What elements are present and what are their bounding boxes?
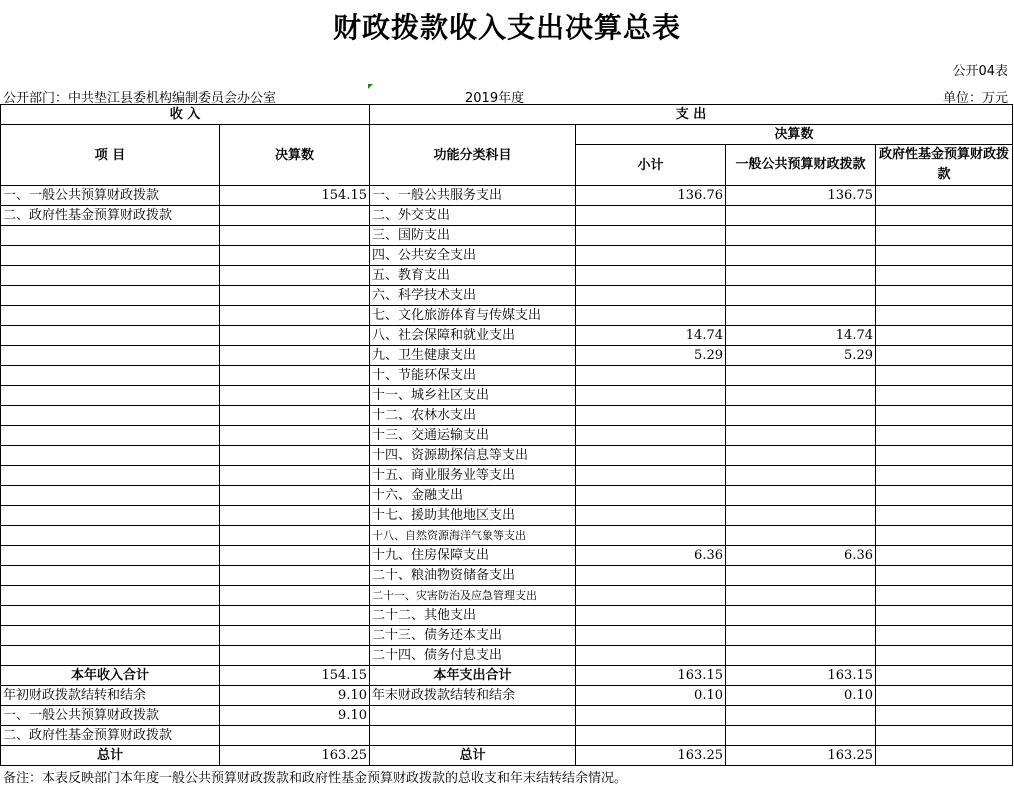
general-budget-cell [726,406,876,426]
expense-category-cell: 总计 [370,746,576,766]
expense-category-cell: 五、教育支出 [370,266,576,286]
table-row [1,466,1013,486]
fund-budget-cell [876,566,1013,586]
expense-category-cell: 二十、粮油物资储备支出 [370,566,576,586]
expense-category-cell: 四、公共安全支出 [370,246,576,266]
income-amount-cell: 9.10 [220,706,370,726]
subtotal-cell [576,506,726,526]
income-item-cell [1,326,220,346]
table-row [1,546,1013,566]
subtotal-cell [576,206,726,226]
expense-category-cell: 七、文化旅游体育与传媒支出 [370,306,576,326]
income-amount-cell [220,346,370,366]
subtotal-cell: 0.10 [576,686,726,706]
income-amount-cell [220,266,370,286]
unit-label: 单位：万元 [942,91,1008,106]
income-item-cell [1,266,220,286]
table-row [1,606,1013,626]
table-row [1,186,1013,206]
expense-category-cell: 十三、交通运输支出 [370,426,576,446]
general-budget-cell: 14.74 [726,326,876,346]
expense-category-cell: 年末财政拨款结转和结余 [370,686,576,706]
general-budget-cell: 136.75 [726,186,876,206]
general-budget-cell [726,446,876,466]
expense-category-cell: 二十一、灾害防治及应急管理支出 [370,586,576,606]
income-amount-cell [220,466,370,486]
subtotal-cell [576,386,726,406]
table-row [1,586,1013,606]
income-item-cell: 本年收入合计 [1,666,220,686]
income-amount-cell [220,526,370,546]
table-row [1,386,1013,406]
department-label: 公开部门：中共垫江县委机构编制委员会办公室 [3,91,277,106]
table-row [1,346,1013,366]
subtotal-cell [576,646,726,666]
footnote: 备注：本表反映部门本年度一般公共预算财政拨款和政府性基金预算财政拨款的总收支和年末结转结余情况。 [3,771,628,786]
expense-category-cell: 三、国防支出 [370,226,576,246]
expense-category-cell: 十、节能环保支出 [370,366,576,386]
income-amount-cell [220,446,370,466]
subtotal-cell: 5.29 [576,346,726,366]
fund-budget-cell [876,346,1013,366]
fund-budget-cell [876,286,1013,306]
fiscal-year: 2019年度 [465,91,525,106]
general-budget-cell [726,286,876,306]
income-item-cell: 一、一般公共预算财政拨款 [1,186,220,206]
general-budget-cell [726,366,876,386]
income-item-cell [1,346,220,366]
final-amount-group-header: 决算数 [576,125,1013,145]
subtotal-cell [576,486,726,506]
income-amount-cell: 154.15 [220,666,370,686]
expense-category-cell [370,726,576,746]
table-row [1,626,1013,646]
fund-budget-cell [876,246,1013,266]
subtotal-cell: 163.25 [576,746,726,766]
general-budget-header: 一般公共预算财政拨款 [726,145,876,186]
general-budget-cell [726,626,876,646]
subtotal-cell [576,626,726,646]
expense-category-cell: 十四、资源勘探信息等支出 [370,446,576,466]
income-item-cell [1,366,220,386]
table-row [1,746,1013,766]
table-row [1,326,1013,346]
fund-budget-cell [876,746,1013,766]
general-budget-cell [726,726,876,746]
subtotal-cell [576,286,726,306]
fund-budget-header: 政府性基金预算财政拨款 [876,145,1013,186]
fund-budget-cell [876,586,1013,606]
income-item-cell [1,286,220,306]
fund-budget-cell [876,606,1013,626]
subtotal-cell [576,246,726,266]
report-title: 财政拨款收入支出决算总表 [332,11,681,44]
expense-category-cell: 十五、商业服务业等支出 [370,466,576,486]
table-row [1,266,1013,286]
fund-budget-cell [876,386,1013,406]
fund-budget-cell [876,186,1013,206]
general-budget-cell [726,706,876,726]
fund-budget-cell [876,706,1013,726]
table-row [1,206,1013,226]
expense-category-cell: 二十二、其他支出 [370,606,576,626]
income-item-cell [1,486,220,506]
income-amount-cell [220,286,370,306]
table-row [1,246,1013,266]
income-item-cell [1,306,220,326]
subtotal-cell [576,406,726,426]
income-amount-cell: 9.10 [220,686,370,706]
subtotal-cell [576,366,726,386]
income-amount-cell [220,546,370,566]
income-amount-cell [220,606,370,626]
income-item-cell [1,606,220,626]
fund-budget-cell [876,726,1013,746]
table-row [1,286,1013,306]
table-row [1,726,1013,746]
general-budget-cell: 163.15 [726,666,876,686]
expense-category-cell: 二、外交支出 [370,206,576,226]
income-item-cell [1,426,220,446]
subtotal-cell: 136.76 [576,186,726,206]
fund-budget-cell [876,206,1013,226]
income-item-cell: 二、政府性基金预算财政拨款 [1,726,220,746]
income-item-cell: 一、一般公共预算财政拨款 [1,706,220,726]
general-budget-cell [726,426,876,446]
amount-header: 决算数 [220,125,370,186]
subtotal-cell [576,586,726,606]
table-row [1,406,1013,426]
expense-category-cell: 二十四、债务付息支出 [370,646,576,666]
expense-category-cell: 十九、住房保障支出 [370,546,576,566]
general-budget-cell [726,306,876,326]
income-amount-cell [220,486,370,506]
expense-category-cell: 本年支出合计 [370,666,576,686]
expense-category-cell: 十一、城乡社区支出 [370,386,576,406]
general-budget-cell [726,506,876,526]
expense-category-cell: 二十三、债务还本支出 [370,626,576,646]
income-amount-cell [220,386,370,406]
fund-budget-cell [876,406,1013,426]
income-amount-cell [220,206,370,226]
table-row [1,666,1013,686]
subtotal-cell [576,706,726,726]
subtotal-cell: 6.36 [576,546,726,566]
table-row [1,526,1013,546]
general-budget-cell [726,466,876,486]
table-row [1,366,1013,386]
table-row [1,686,1013,706]
general-budget-cell: 6.36 [726,546,876,566]
income-amount-cell [220,626,370,646]
fund-budget-cell [876,426,1013,446]
general-budget-cell [726,246,876,266]
expense-category-cell: 一、一般公共服务支出 [370,186,576,206]
func-category-header: 功能分类科目 [370,125,576,186]
income-amount-cell [220,726,370,746]
income-item-cell [1,506,220,526]
income-amount-cell: 154.15 [220,186,370,206]
income-item-cell [1,246,220,266]
table-row [1,646,1013,666]
income-item-cell: 二、政府性基金预算财政拨款 [1,206,220,226]
table-row [1,706,1013,726]
income-item-cell [1,566,220,586]
general-budget-cell [726,386,876,406]
item-header: 项 目 [1,125,220,186]
fund-budget-cell [876,486,1013,506]
fund-budget-cell [876,366,1013,386]
subtotal-cell [576,526,726,546]
expense-category-cell: 八、社会保障和就业支出 [370,326,576,346]
general-budget-cell [726,266,876,286]
income-item-cell [1,626,220,646]
table-row [1,566,1013,586]
subtotal-header: 小计 [576,145,726,186]
general-budget-cell [726,646,876,666]
income-item-cell [1,446,220,466]
income-amount-cell [220,586,370,606]
general-budget-cell [726,486,876,506]
fund-budget-cell [876,446,1013,466]
subtotal-cell [576,306,726,326]
expense-header: 支 出 [370,105,1013,125]
income-item-cell [1,546,220,566]
income-amount-cell [220,226,370,246]
income-amount-cell [220,426,370,446]
general-budget-cell [726,566,876,586]
income-item-cell [1,586,220,606]
general-budget-cell [726,206,876,226]
fund-budget-cell [876,326,1013,346]
income-amount-cell [220,326,370,346]
income-amount-cell [220,566,370,586]
general-budget-cell [726,526,876,546]
fund-budget-cell [876,306,1013,326]
budget-table [0,104,1013,766]
subtotal-cell [576,566,726,586]
subtotal-cell [576,446,726,466]
income-amount-cell [220,406,370,426]
subtotal-cell: 163.15 [576,666,726,686]
income-amount-cell: 163.25 [220,746,370,766]
subtotal-cell: 14.74 [576,326,726,346]
form-number: 公开04表 [952,64,1008,79]
fund-budget-cell [876,646,1013,666]
fund-budget-cell [876,226,1013,246]
table-row [1,226,1013,246]
income-amount-cell [220,366,370,386]
income-header: 收 入 [1,105,370,125]
table-row [1,426,1013,446]
fund-budget-cell [876,686,1013,706]
income-item-cell [1,466,220,486]
table-row [1,486,1013,506]
subtotal-cell [576,466,726,486]
expense-category-cell: 十七、援助其他地区支出 [370,506,576,526]
general-budget-cell: 0.10 [726,686,876,706]
subtotal-cell [576,426,726,446]
income-item-cell: 总计 [1,746,220,766]
expense-category-cell: 六、科学技术支出 [370,286,576,306]
income-item-cell [1,406,220,426]
subtotal-cell [576,226,726,246]
general-budget-cell [726,226,876,246]
income-amount-cell [220,306,370,326]
subtotal-cell [576,266,726,286]
general-budget-cell: 163.25 [726,746,876,766]
general-budget-cell [726,606,876,626]
income-amount-cell [220,506,370,526]
expense-category-cell: 九、卫生健康支出 [370,346,576,366]
fund-budget-cell [876,546,1013,566]
general-budget-cell [726,586,876,606]
income-item-cell [1,226,220,246]
subtotal-cell [576,726,726,746]
income-item-cell [1,646,220,666]
expense-category-cell: 十二、农林水支出 [370,406,576,426]
income-item-cell: 年初财政拨款结转和结余 [1,686,220,706]
table-row [1,506,1013,526]
fund-budget-cell [876,266,1013,286]
income-amount-cell [220,646,370,666]
fund-budget-cell [876,506,1013,526]
expense-category-cell: 十八、自然资源海洋气象等支出 [370,526,576,546]
income-item-cell [1,386,220,406]
expense-category-cell [370,706,576,726]
income-item-cell [1,526,220,546]
fund-budget-cell [876,666,1013,686]
comment-marker-icon [368,84,373,89]
income-amount-cell [220,246,370,266]
expense-category-cell: 十六、金融支出 [370,486,576,506]
table-row [1,446,1013,466]
fund-budget-cell [876,526,1013,546]
table-row [1,306,1013,326]
fund-budget-cell [876,466,1013,486]
subtotal-cell [576,606,726,626]
fund-budget-cell [876,626,1013,646]
general-budget-cell: 5.29 [726,346,876,366]
